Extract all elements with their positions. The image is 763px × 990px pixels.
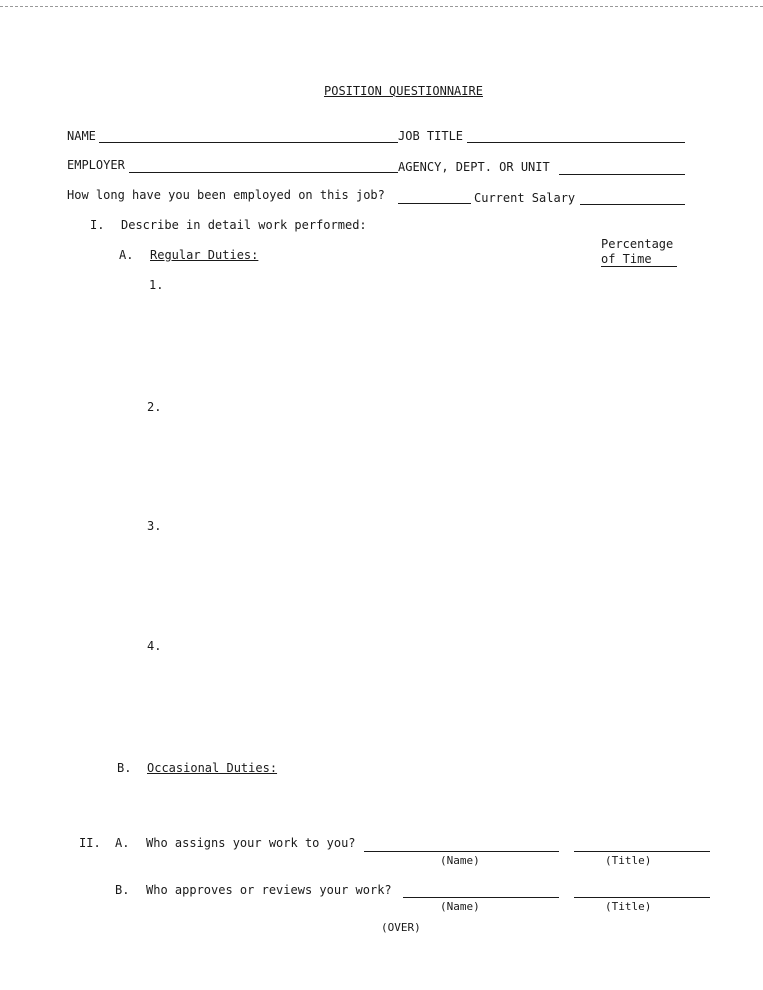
- reviews-question: Who approves or reviews your work?: [146, 883, 392, 897]
- section-1-numeral: I.: [90, 218, 105, 232]
- name-field[interactable]: [99, 142, 398, 143]
- percentage-underline: [601, 266, 677, 267]
- occasional-duties-heading: Occasional Duties:: [147, 761, 278, 775]
- duty-item-3: 3.: [147, 519, 162, 533]
- employer-field[interactable]: [129, 172, 398, 173]
- duty-item-2: 2.: [147, 400, 162, 414]
- assigns-name-caption: (Name): [440, 854, 480, 867]
- employed-duration-field[interactable]: [398, 203, 471, 204]
- reviews-title-field[interactable]: [574, 897, 710, 898]
- assigns-question: Who assigns your work to you?: [146, 836, 356, 850]
- section-1-heading: Describe in detail work performed:: [121, 218, 367, 232]
- duty-item-1: 1.: [149, 278, 164, 292]
- employed-question: How long have you been employed on this job?: [67, 188, 385, 202]
- salary-label: Current Salary: [474, 191, 576, 205]
- salary-field[interactable]: [580, 204, 685, 205]
- employer-label: EMPLOYER: [67, 158, 125, 172]
- assigns-title-field[interactable]: [574, 851, 710, 852]
- regular-duties-letter: A.: [119, 248, 134, 262]
- assigns-letter: A.: [115, 836, 130, 850]
- duty-item-4: 4.: [147, 639, 162, 653]
- section-2-numeral: II.: [79, 836, 101, 850]
- agency-field[interactable]: [559, 174, 685, 175]
- over-indicator: (OVER): [381, 921, 421, 934]
- of-time-label: of Time: [601, 252, 652, 266]
- page-top-edge: [0, 0, 763, 7]
- assigns-name-field[interactable]: [364, 851, 559, 852]
- form-title: POSITION QUESTIONNAIRE: [324, 84, 483, 98]
- reviews-name-caption: (Name): [440, 900, 480, 913]
- regular-duties-heading: Regular Duties:: [150, 248, 259, 262]
- occasional-duties-letter: B.: [117, 761, 132, 775]
- percentage-label: Percentage: [601, 237, 674, 251]
- reviews-letter: B.: [115, 883, 130, 897]
- reviews-title-caption: (Title): [605, 900, 652, 913]
- reviews-name-field[interactable]: [403, 897, 559, 898]
- name-label: NAME: [67, 129, 96, 143]
- agency-label: AGENCY, DEPT. OR UNIT: [398, 160, 550, 174]
- job-title-field[interactable]: [467, 142, 685, 143]
- assigns-title-caption: (Title): [605, 854, 652, 867]
- job-title-label: JOB TITLE: [398, 129, 464, 143]
